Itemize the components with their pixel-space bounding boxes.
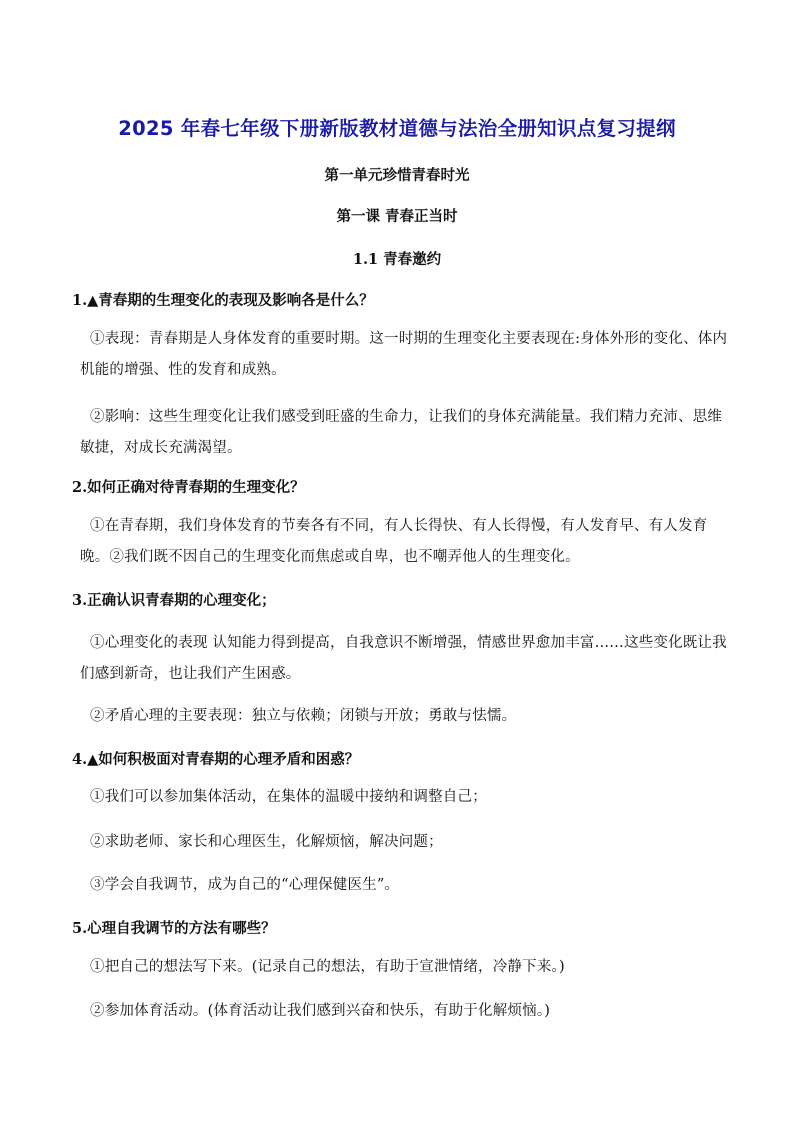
answer-3-1: ①心理变化的表现 认知能力得到提高，自我意识不断增强，情感世界愈加丰富……这些变化既让我们感到新奇，也让我们产生困惑。 (80, 635, 727, 682)
question-4: 4.▲如何积极面对青春期的心理矛盾和困惑？ (72, 751, 360, 768)
answer-1-2: ②影响：这些生理变化让我们感受到旺盛的生命力，让我们的身体充满能量。我们精力充沛、思维敏捷，对成长充满渴望。 (80, 409, 723, 456)
question-3: 3.正确认识青春期的心理变化； (72, 592, 276, 609)
answer-4-1: ①我们可以参加集体活动，在集体的温暖中接纳和调整自己； (90, 789, 487, 805)
lesson-heading: 第一课 青春正当时 (336, 208, 458, 225)
question-5: 5.心理自我调节的方法有哪些？ (72, 920, 276, 937)
answer-4-3: ③学会自我调节，成为自己的“心理保健医生”。 (90, 877, 400, 893)
answer-4-2: ②求助老师、家长和心理医生，化解烦恼，解决问题； (90, 834, 443, 850)
question-1: 1.▲青春期的生理变化的表现及影响各是什么？ (72, 292, 374, 309)
section-heading: 1.1 青春邀约 (352, 251, 442, 268)
document-title: 2025 年春七年级下册新版教材道德与法治全册知识点复习提纲 (118, 117, 676, 140)
answer-3-2: ②矛盾心理的主要表现：独立与依赖；闭锁与开放；勇敢与怯懦。 (90, 708, 517, 724)
answer-5-1: ①把自己的想法写下来。(记录自己的想法，有助于宣泄情绪，冷静下来。) (90, 959, 565, 975)
answer-2-1: ①在青春期，我们身体发育的节奏各有不同，有人长得快、有人长得慢，有人发育早、有人发育晚。②我们既不因自己的生理变化而焦虑或自卑，也不嘲弄他人的生理变化。 (80, 518, 708, 565)
question-2: 2.如何正确对待青春期的生理变化？ (72, 479, 305, 496)
answer-5-2: ②参加体育活动。(体育活动让我们感到兴奋和快乐，有助于化解烦恼。) (90, 1003, 551, 1019)
unit-heading: 第一单元珍惜青春时光 (324, 167, 470, 184)
answer-1-1: ①表现：青春期是人身体发育的重要时期。这一时期的生理变化主要表现在:身体外形的变化、体内机能的增强、性的发育和成熟。 (80, 331, 728, 378)
